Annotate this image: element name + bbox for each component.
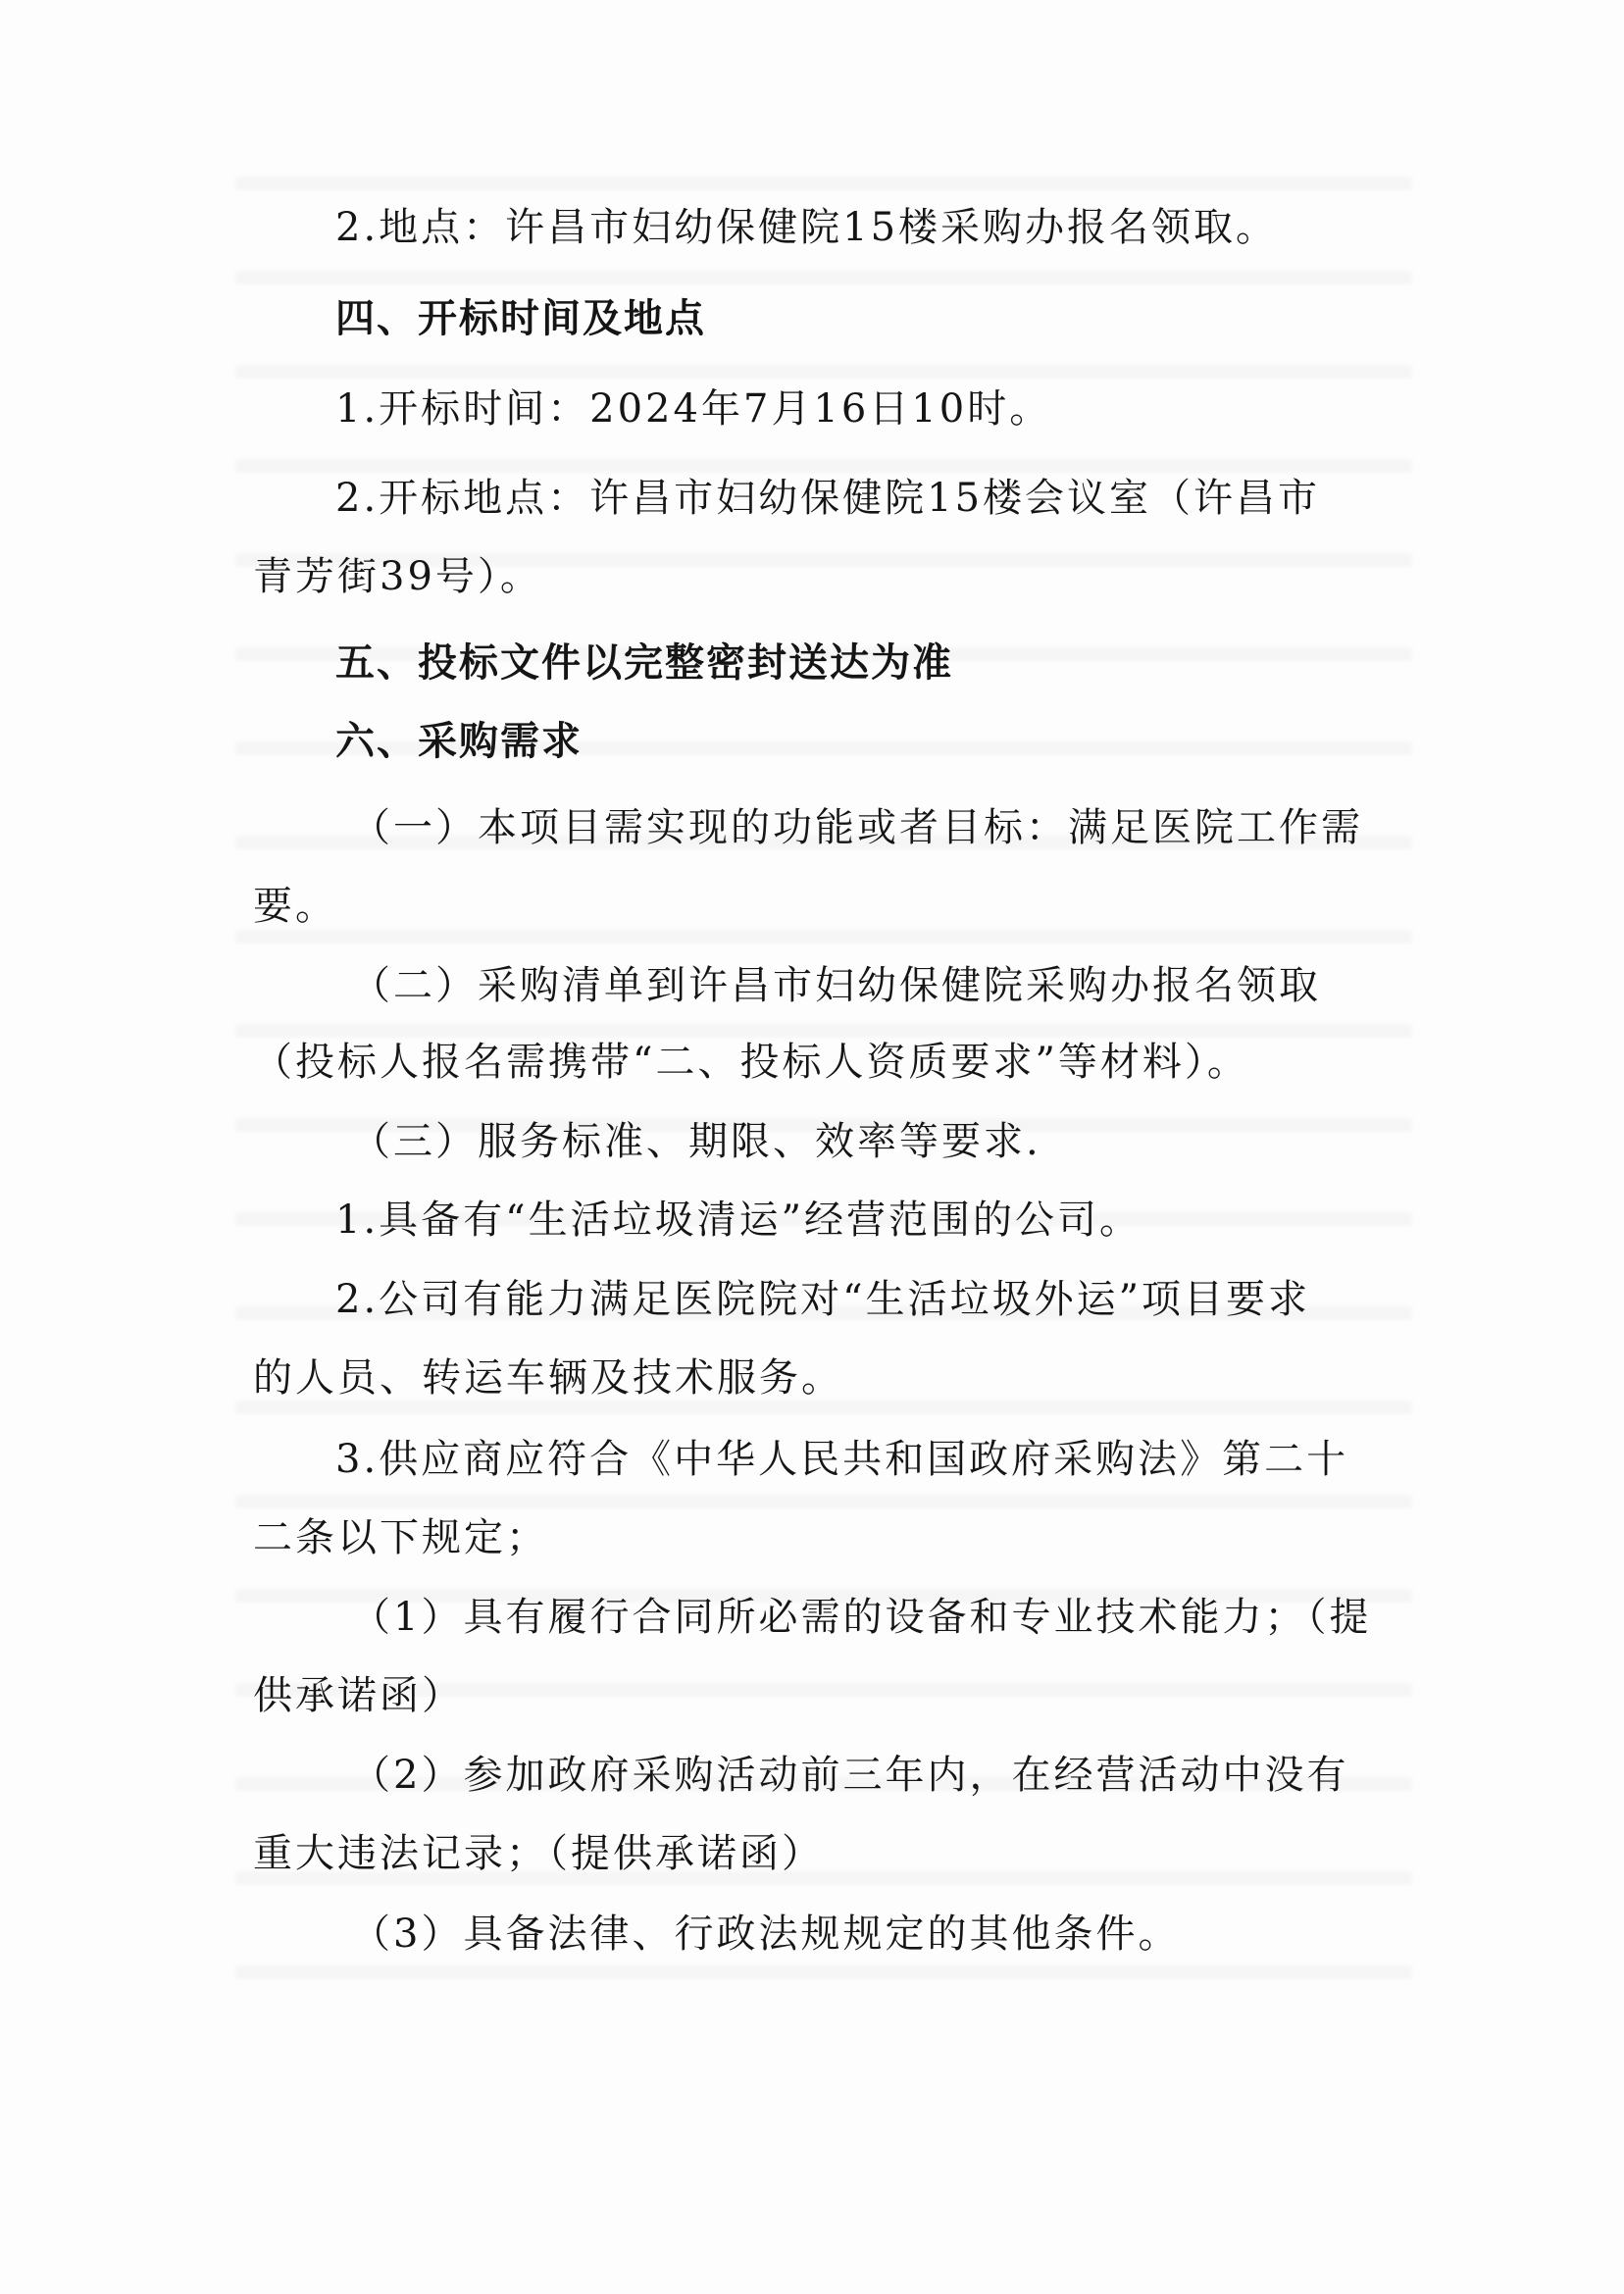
line-requirement-3: （三）服务标准、期限、效率等要求. [351, 1119, 1041, 1164]
line-opening-time: 1.开标时间：2024年7月16日10时。 [335, 386, 1052, 432]
line-clause-1-cont: 供承诺函） [253, 1673, 464, 1718]
line-requirement-2-cont: （投标人报名需携带“二、投标人资质要求”等材料）。 [253, 1040, 1249, 1085]
heading-section-4: 四、开标时间及地点 [335, 296, 706, 341]
line-clause-2: （2）参加政府采购活动前三年内，在经营活动中没有 [351, 1753, 1349, 1798]
line-item-3: 3.供应商应符合《中华人民共和国政府采购法》第二十 [335, 1437, 1349, 1482]
line-clause-3: （3）具备法律、行政法规规定的其他条件。 [351, 1912, 1181, 1957]
line-clause-2-cont: 重大违法记录；（提供承诺函） [253, 1831, 824, 1876]
line-location: 2.地点：许昌市妇幼保健院15楼采购办报名领取。 [335, 205, 1279, 250]
line-item-3-cont: 二条以下规定； [253, 1515, 548, 1560]
line-opening-place: 2.开标地点：许昌市妇幼保健院15楼会议室（许昌市 [335, 476, 1321, 521]
line-opening-place-cont: 青芳街39号）。 [253, 554, 542, 599]
heading-section-6: 六、采购需求 [335, 719, 583, 764]
line-item-1: 1.具备有“生活垃圾清运”经营范围的公司。 [335, 1198, 1142, 1243]
line-item-2-cont: 的人员、转运车辆及技术服务。 [253, 1355, 843, 1401]
line-item-2: 2.公司有能力满足医院院对“生活垃圾外运”项目要求 [335, 1277, 1311, 1322]
line-clause-1: （1）具有履行合同所必需的设备和专业技术能力；（提 [351, 1595, 1372, 1640]
line-requirement-1: （一）本项目需实现的功能或者目标：满足医院工作需 [351, 805, 1363, 850]
line-requirement-2: （二）采购清单到许昌市妇幼保健院采购办报名领取 [351, 963, 1321, 1008]
heading-section-5: 五、投标文件以完整密封送达为准 [335, 640, 953, 686]
line-requirement-1-cont: 要。 [253, 884, 337, 929]
